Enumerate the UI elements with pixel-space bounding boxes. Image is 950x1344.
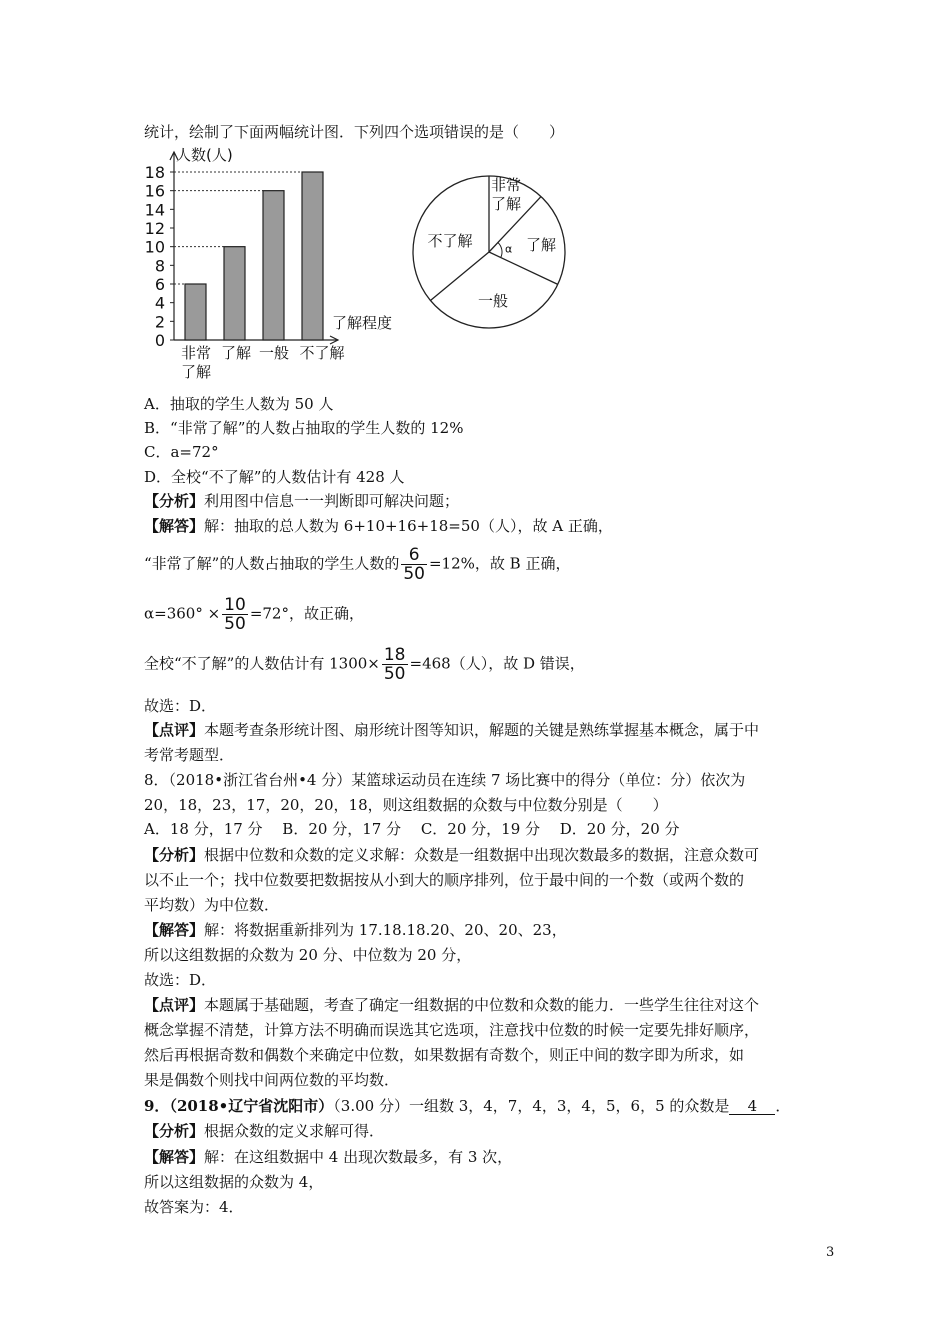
y-axis-label: 人数(人)	[176, 146, 233, 164]
fraction-10-50	[222, 596, 248, 633]
alpha-label: α	[505, 242, 513, 256]
y-tick-label: 12	[144, 219, 165, 238]
q8-comment-line-4: 果是偶数个则找中间两位数的平均数．	[144, 1071, 400, 1089]
y-tick-label: 6	[154, 275, 165, 294]
q8-answer-tag: 【解答】	[144, 921, 205, 939]
bar-chart	[138, 140, 408, 390]
bar-3	[302, 172, 323, 340]
fraction-numerator: 10	[224, 595, 246, 615]
category-label: 了解	[220, 344, 252, 362]
q7-comment-line-1	[144, 720, 759, 740]
q7-answer3-pre: α=360° ×	[144, 604, 221, 623]
y-tick-label: 16	[144, 181, 165, 201]
pie-chart	[405, 168, 575, 338]
y-tick-label: 4	[154, 293, 165, 313]
bar-1	[224, 247, 245, 340]
q8-answer-line-2: 所以这组数据的众数为 20 分、中位数为 20 分，	[144, 946, 472, 964]
q8-analysis-line-2: 以不止一个；找中位数要把数据按从小到大的顺序排列，位于最中间的一个数（或两个数的	[144, 871, 745, 889]
q7-answer-tag: 【解答】	[144, 517, 205, 535]
y-tick-label: 10	[144, 237, 165, 257]
q9-answer-tag: 【解答】	[144, 1148, 205, 1166]
q7-analysis	[144, 491, 459, 511]
fraction-18-50	[382, 646, 408, 683]
option-c: C．a=72°	[144, 443, 219, 461]
pie-label: 一般	[477, 292, 509, 310]
q8-analysis-text-1: 根据中位数和众数的定义求解：众数是一组数据中出现次数最多的数据，注意众数可	[204, 846, 760, 864]
bar-0	[185, 284, 206, 340]
q7-comment-text-1: 本题考查条形统计图、扇形统计图等知识，解题的关键是熟练掌握基本概念，属于中	[204, 721, 760, 739]
q9-number: 9．	[144, 1097, 170, 1115]
q8-stem-1: 8．（2018•浙江省台州•4 分）某篮球运动员在连续 7 场比赛中的得分（单位：分）依次为	[144, 771, 746, 789]
q7-comment-line-2: 考常考题型．	[144, 746, 235, 764]
q7-comment-tag: 【点评】	[144, 721, 205, 739]
q7-answer3-post: =72°，故正确，	[249, 604, 364, 623]
q9-stem-end: ．	[775, 1097, 791, 1115]
q9-answer-text-1: 解：在这组数据中 4 出现次数最多，有 3 次，	[204, 1148, 513, 1166]
q8-comment-line-2: 概念掌握不清楚，计算方法不明确而误选其它选项，注意找中位数的时候一定要先排好顺序，	[144, 1021, 760, 1039]
fraction-denominator: 50	[224, 614, 246, 634]
y-tick-label: 2	[154, 312, 165, 332]
fraction-6-50	[401, 546, 427, 583]
pie-label: 了解	[525, 236, 557, 254]
q7-answer2-post: =12%，故 B 正确，	[428, 554, 571, 573]
q7-analysis-text: 利用图中信息一一判断即可解决问题；	[204, 492, 460, 510]
q8-comment-line-1	[144, 995, 759, 1015]
q7-choice: 故选：D．	[144, 697, 217, 715]
q9-final: 故答案为：4．	[144, 1198, 244, 1216]
q7-answer-line-3	[144, 596, 364, 633]
q8-stem-2: 20，18，23，17，20，20，18，则这组数据的众数与中位数分别是（ ）	[144, 796, 668, 814]
fraction-numerator: 6	[401, 546, 427, 565]
q7-answer2-pre: “非常了解”的人数占抽取的学生人数的	[144, 554, 400, 573]
q8-comment-tag: 【点评】	[144, 996, 205, 1014]
q8-choice: 故选：D．	[144, 971, 217, 989]
option-d: D．全校“不了解”的人数估计有 428 人	[144, 468, 405, 486]
q8-analysis-line-1	[144, 845, 759, 865]
q9-stem	[144, 1096, 790, 1116]
q7-answer-line-1	[144, 516, 613, 536]
y-tick-label: 8	[154, 256, 165, 276]
q9-analysis	[144, 1121, 384, 1141]
q8-answer-text-1: 解：将数据重新排列为 17.18.18.20、20、20、23，	[204, 921, 567, 939]
q8-answer-line-1	[144, 920, 567, 940]
q8-comment-line-3: 然后再根据奇数和偶数个来确定中位数，如果数据有奇数个，则正中间的数字即为所求，如	[144, 1046, 745, 1064]
y-tick-label: 18	[144, 163, 165, 182]
x-axis-label: 了解程度	[332, 314, 393, 332]
q8-analysis-tag: 【分析】	[144, 846, 205, 864]
q9-analysis-tag: 【分析】	[144, 1122, 205, 1140]
y-tick-label: 0	[154, 331, 165, 350]
q9-answer-line-2: 所以这组数据的众数为 4，	[144, 1173, 324, 1191]
q9-answer-line-1	[144, 1147, 512, 1167]
option-b: B．“非常了解”的人数占抽取的学生人数的 12%	[144, 419, 464, 437]
q7-analysis-tag: 【分析】	[144, 492, 205, 510]
q9-analysis-text: 根据众数的定义求解可得．	[204, 1122, 385, 1140]
q7-answer4-post: =468（人），故 D 错误，	[409, 654, 585, 673]
category-label: 非常	[180, 344, 212, 362]
bar-2	[263, 191, 284, 340]
fraction-denominator: 50	[403, 564, 425, 584]
q7-answer-line-2	[144, 546, 570, 583]
option-a: A．抽取的学生人数为 50 人	[144, 395, 334, 413]
q8-options: A．18 分，17 分 B．20 分，17 分 C．20 分，19 分 D．20 分，20 分	[144, 820, 680, 838]
pie-label: 了解	[490, 195, 522, 213]
q7-answer-text-1: 解：抽取的总人数为 6+10+16+18=50（人），故 A 正确，	[204, 517, 613, 535]
q8-analysis-line-3: 平均数）为中位数．	[144, 896, 280, 914]
q9-source: （2018•辽宁省沈阳市）	[169, 1097, 334, 1115]
pie-label: 不了解	[427, 232, 473, 250]
fraction-denominator: 50	[383, 664, 406, 684]
pie-label: 非常	[490, 176, 522, 194]
q9-stem-text: （3.00 分）一组数 3，4，7，4，3，4，5，6，5 的众数是	[333, 1097, 730, 1115]
y-tick-label: 14	[144, 200, 165, 220]
category-label: 不了解	[299, 344, 345, 362]
page-number: 3	[826, 1245, 835, 1260]
intro-text: 统计，绘制了下面两幅统计图．下列四个选项错误的是（ ）	[144, 123, 565, 141]
q9-answer-blank: 4	[729, 1098, 775, 1115]
q7-answer4-pre: 全校“不了解”的人数估计有 1300×	[144, 654, 380, 673]
category-label: 了解	[180, 363, 212, 381]
fraction-numerator: 18	[383, 645, 406, 665]
q7-answer-line-4	[144, 646, 585, 683]
category-label: 一般	[258, 344, 290, 362]
q8-comment-text-1: 本题属于基础题，考查了确定一组数据的中位数和众数的能力．一些学生往往对这个	[204, 996, 760, 1014]
